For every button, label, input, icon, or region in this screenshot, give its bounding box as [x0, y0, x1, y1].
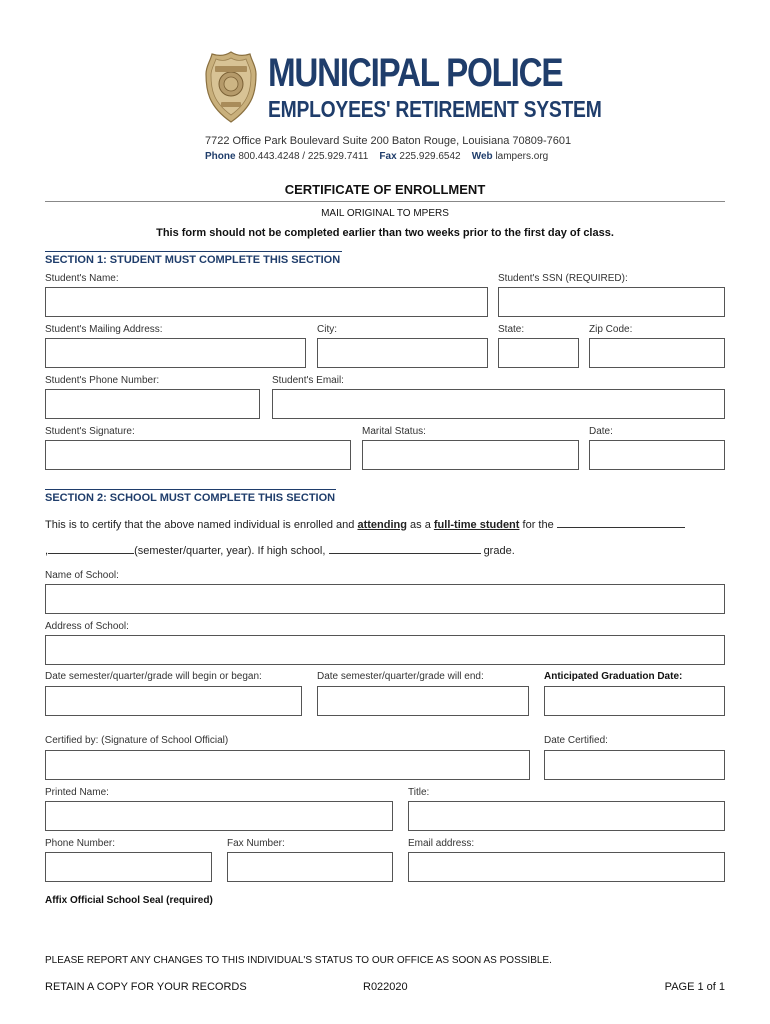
- signature-field[interactable]: [45, 440, 351, 470]
- city-field[interactable]: [317, 338, 488, 368]
- page-title: CERTIFICATE OF ENROLLMENT: [284, 182, 486, 197]
- phone-label: Phone: [205, 151, 236, 162]
- certify-mid: as a: [410, 519, 431, 531]
- certified-by-label: Certified by: (Signature of School Official): [45, 735, 229, 746]
- title-rule: [45, 201, 725, 202]
- mail-note: MAIL ORIGINAL TO MPERS: [321, 208, 449, 219]
- fax-label: Fax: [379, 151, 397, 162]
- end-date-label: Date semester/quarter/grade will end:: [317, 671, 484, 682]
- web-value[interactable]: lampers.org: [495, 151, 549, 162]
- certify-line-2: [45, 542, 515, 557]
- mailing-address-field[interactable]: [45, 338, 306, 368]
- phone-value: 800.443.4248 / 225.929.7411: [238, 151, 369, 162]
- graduation-date-field[interactable]: [544, 686, 725, 716]
- web-label: Web: [471, 151, 493, 162]
- school-email-field[interactable]: [408, 852, 725, 882]
- city-label: City:: [317, 324, 337, 335]
- marital-status-field[interactable]: [362, 440, 579, 470]
- student-name-field[interactable]: [45, 287, 488, 317]
- section1-heading: SECTION 1: STUDENT MUST COMPLETE THIS SECTION: [45, 254, 341, 266]
- printed-name-field[interactable]: [45, 801, 393, 831]
- certified-by-field[interactable]: [45, 750, 530, 780]
- mailing-address-label: Student's Mailing Address:: [45, 324, 163, 335]
- student-ssn-field[interactable]: [498, 287, 725, 317]
- school-name-field[interactable]: [45, 584, 725, 614]
- title-field[interactable]: [408, 801, 725, 831]
- form-code: R022020: [363, 981, 408, 993]
- begin-date-field[interactable]: [45, 686, 302, 716]
- certify-fulltime: full-time student: [433, 519, 520, 531]
- section2-heading: SECTION 2: SCHOOL MUST COMPLETE THIS SECTION: [45, 492, 336, 504]
- line2-semester: (semester/quarter, year). If high school,: [134, 545, 326, 557]
- page-number: PAGE 1 of 1: [664, 981, 725, 993]
- end-date-field[interactable]: [317, 686, 529, 716]
- graduation-date-label: Anticipated Graduation Date:: [544, 671, 683, 682]
- student-name-label: Student's Name:: [45, 273, 119, 284]
- certify-attending: attending: [357, 519, 407, 531]
- timing-note: This form should not be completed earlier than two weeks prior to the first day of class.: [156, 227, 614, 239]
- zip-field[interactable]: [589, 338, 725, 368]
- org-contact-line: [205, 151, 548, 162]
- report-note: PLEASE REPORT ANY CHANGES TO THIS INDIVIDUAL'S STATUS TO OUR OFFICE AS SOON AS POSSIBLE.: [45, 955, 552, 966]
- retain-note: RETAIN A COPY FOR YOUR RECORDS: [45, 981, 247, 993]
- certify-pre: This is to certify that the above named individual is enrolled and: [45, 519, 355, 531]
- section2-rule: [45, 489, 336, 490]
- line2-comma: ,: [45, 545, 49, 557]
- phone-number-field[interactable]: [45, 389, 260, 419]
- date-label: Date:: [589, 426, 613, 437]
- grade-blank[interactable]: [329, 542, 481, 554]
- year-blank[interactable]: [48, 542, 134, 554]
- state-field[interactable]: [498, 338, 579, 368]
- school-phone-label: Phone Number:: [45, 838, 116, 849]
- term-blank[interactable]: [557, 516, 685, 528]
- date-certified-label: Date Certified:: [544, 735, 608, 746]
- marital-status-label: Marital Status:: [362, 426, 426, 437]
- school-phone-field[interactable]: [45, 852, 212, 882]
- state-label: State:: [498, 324, 525, 335]
- email-label: Student's Email:: [272, 375, 344, 386]
- phone-number-label: Student's Phone Number:: [45, 375, 160, 386]
- student-ssn-label: Student's SSN (REQUIRED):: [498, 273, 628, 284]
- school-fax-label: Fax Number:: [227, 838, 285, 849]
- school-address-label: Address of School:: [45, 621, 129, 632]
- org-address: 7722 Office Park Boulevard Suite 200 Baton Rouge, Louisiana 70809-7601: [205, 135, 572, 147]
- school-fax-field[interactable]: [227, 852, 393, 882]
- fax-value: 225.929.6542: [399, 151, 461, 162]
- school-address-field[interactable]: [45, 635, 725, 665]
- school-email-label: Email address:: [408, 838, 475, 849]
- certify-post: for the: [522, 519, 554, 531]
- org-name-line1: MUNICIPAL POLICE: [268, 51, 563, 95]
- school-name-label: Name of School:: [45, 570, 119, 581]
- title-label: Title:: [408, 787, 430, 798]
- badge-logo: [204, 50, 258, 124]
- signature-label: Student's Signature:: [45, 426, 135, 437]
- date-certified-field[interactable]: [544, 750, 725, 780]
- certify-line: [45, 516, 685, 531]
- line2-grade: grade.: [483, 545, 515, 557]
- org-name-line2: EMPLOYEES' RETIREMENT SYSTEM: [268, 96, 602, 122]
- begin-date-label: Date semester/quarter/grade will begin or began:: [45, 671, 262, 682]
- printed-name-label: Printed Name:: [45, 787, 109, 798]
- zip-label: Zip Code:: [589, 324, 633, 335]
- email-field[interactable]: [272, 389, 725, 419]
- seal-note: Affix Official School Seal (required): [45, 895, 213, 906]
- date-field[interactable]: [589, 440, 725, 470]
- section1-rule: [45, 251, 342, 252]
